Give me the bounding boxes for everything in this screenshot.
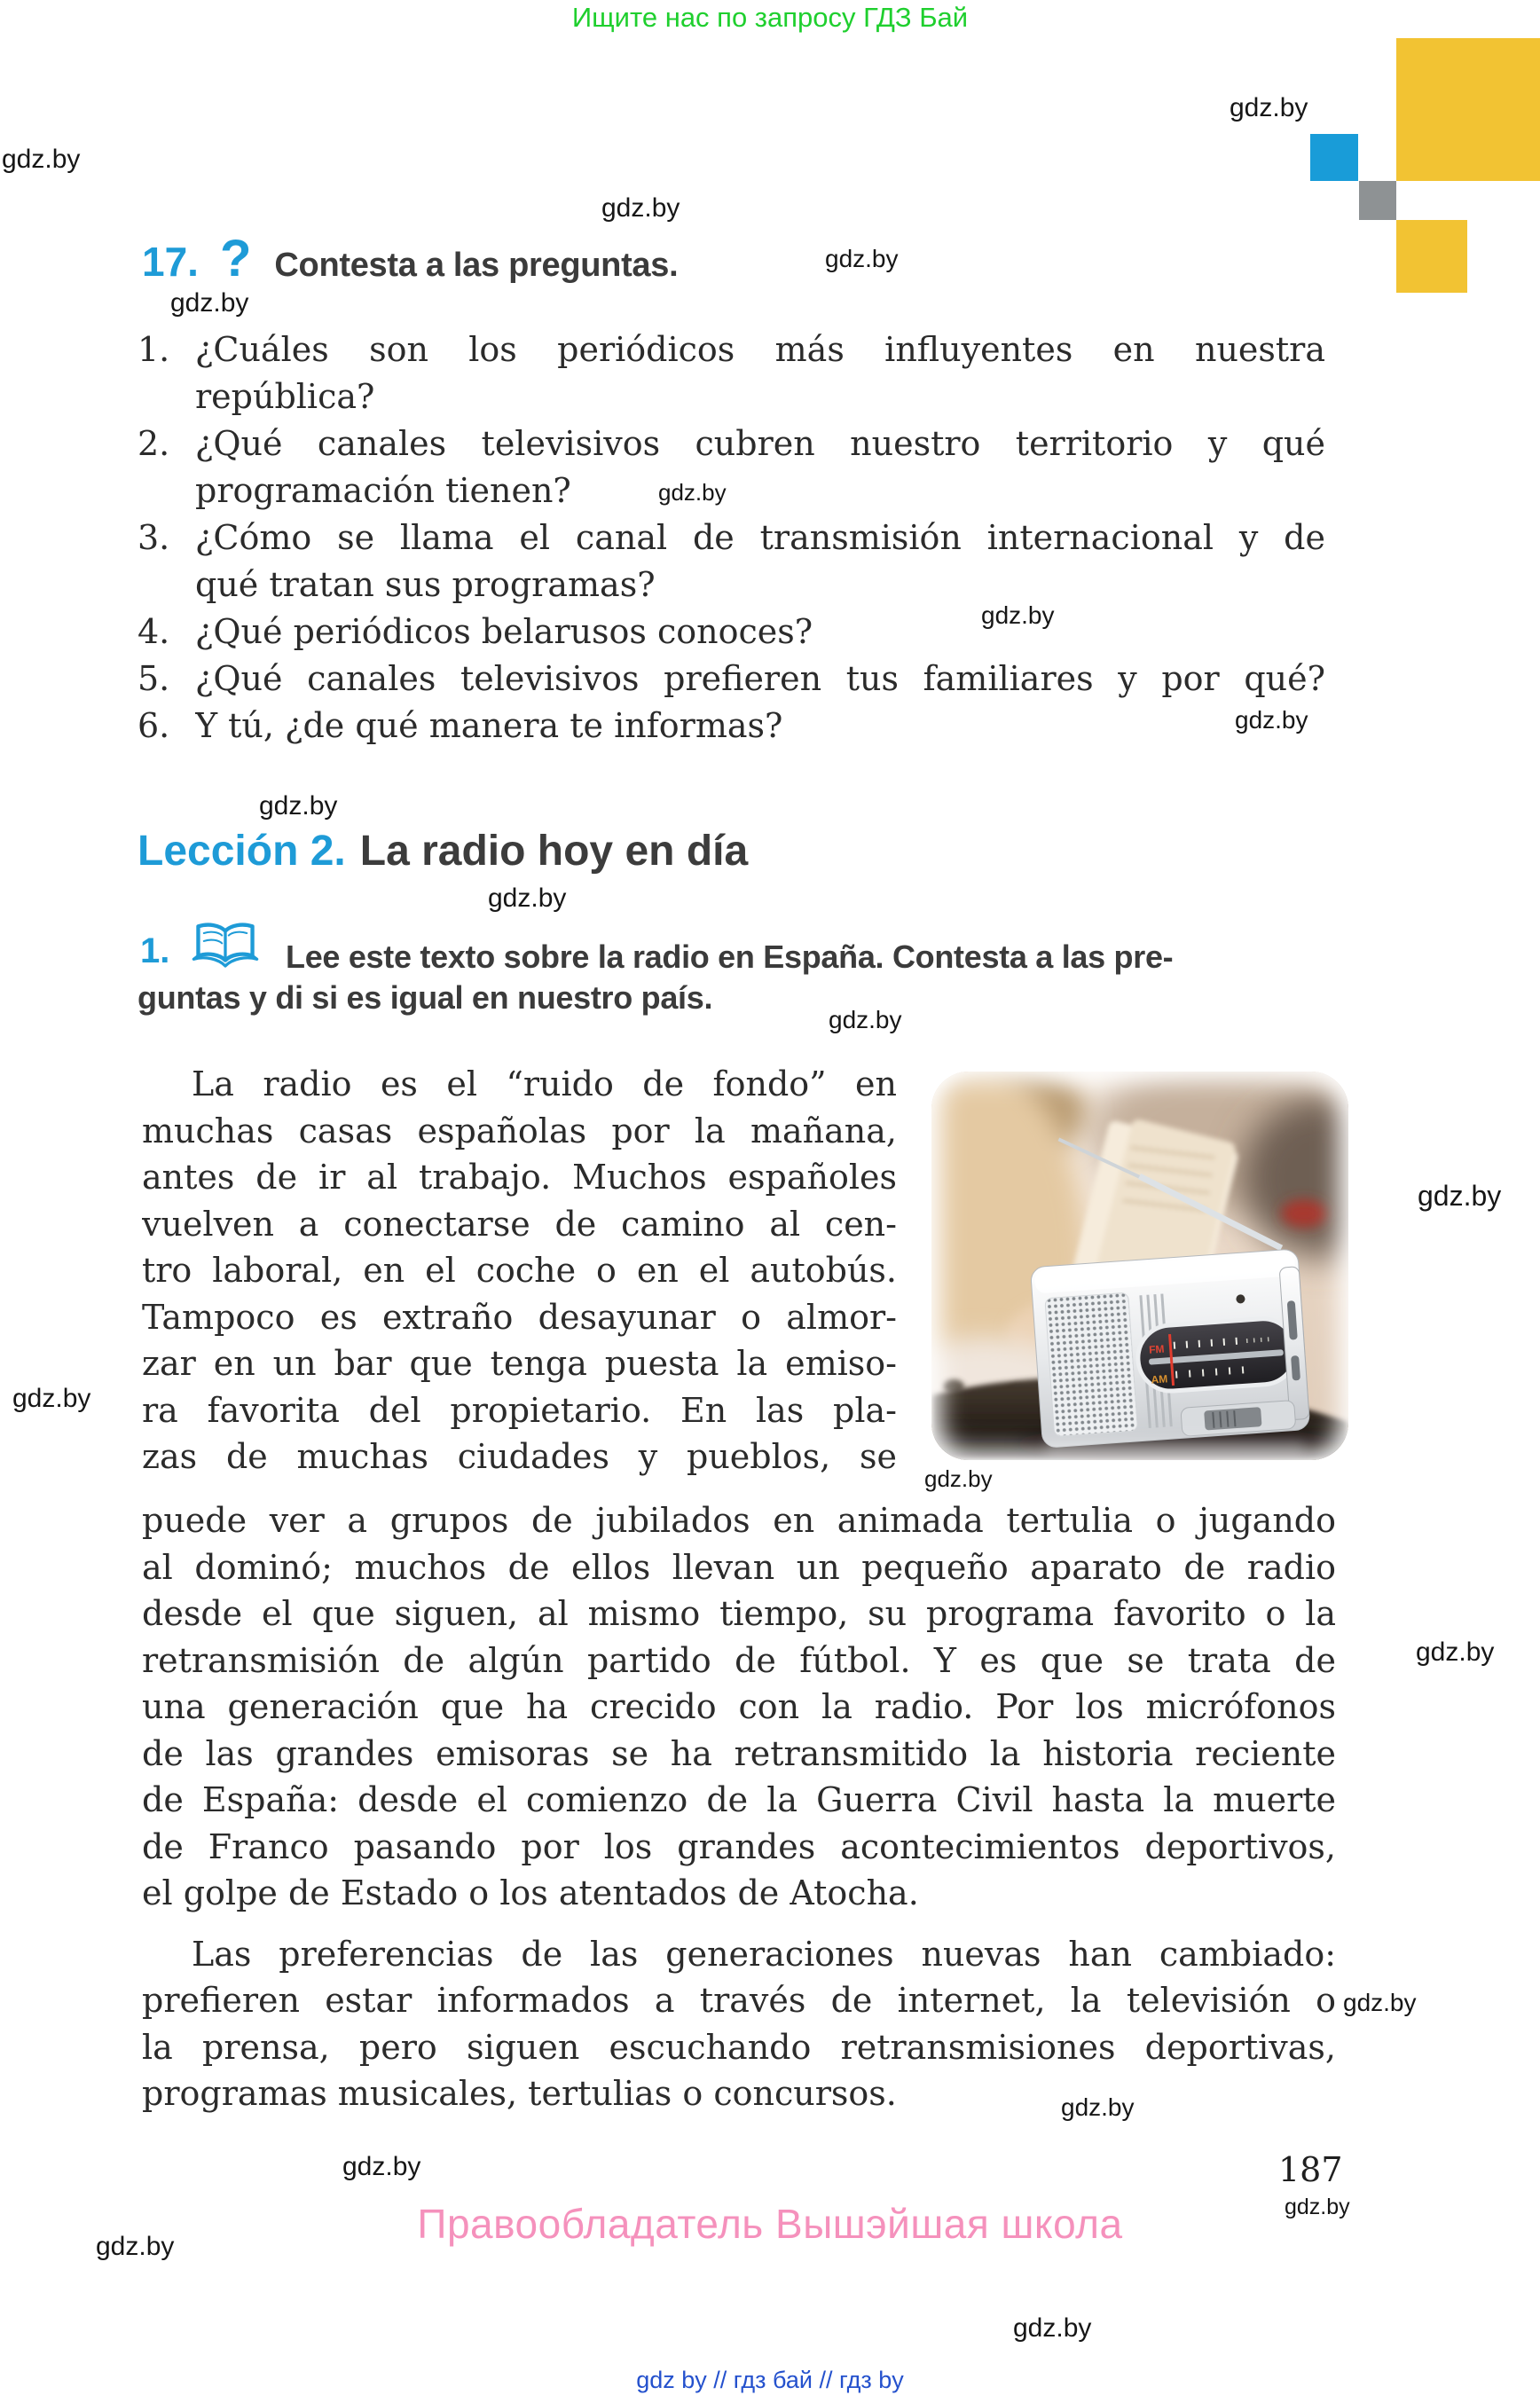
question-line: ¿Cómo se llama el canal de transmisión internacional y de [195,518,1325,557]
text-line: puede ver a grupos de jubilados en animada tertulia o jugando [142,1501,1336,1540]
text-line: La radio es el “ruido de fondo” en [192,1064,897,1103]
yellow-square-small [1396,220,1467,293]
text-line: zar en un bar que tenga puesta la emiso- [142,1344,897,1383]
question-mark-icon: ? [219,230,252,287]
page-number: 187 [1278,2150,1343,2189]
text-line: al dominó; muchos de ellos llevan un pequeño aparato de radio [142,1547,1336,1587]
question-line: república? [195,377,375,416]
gdz-watermark: gdz.by [1343,1989,1417,2016]
text-line: muchas casas españolas por la mañana, [142,1111,897,1150]
text-line: programas musicales, tertulias o concursos. [142,2074,897,2113]
question-item [138,326,1325,420]
question-list [138,326,1325,750]
gdz-watermark: gdz.by [342,2152,421,2181]
gdz-watermark: gdz.by [1230,93,1308,122]
question-number: 1. [138,330,170,369]
text-line: Tampoco es extraño desayunar o almor- [142,1297,897,1337]
dial-am-label: AM [1151,1372,1168,1386]
photo-radio-listener [931,1072,1348,1460]
text-line: el golpe de Estado o los atentados de Atocha. [142,1873,919,1912]
bottom-links: gdz by // гдз бай // гдз by [636,2367,904,2393]
reading-paragraph-2 [142,1931,1336,2117]
question-line: ¿Qué canales televisivos prefieren tus familiares y por qué? [195,659,1325,698]
question-item [138,609,1325,656]
top-banner: Ищите нас по запросу ГДЗ Бай [571,2,969,33]
copyright-line: Правообладатель Вышэйшая школа [417,2201,1123,2247]
text-line: zas de muchas ciudades y pueblos, se [142,1437,897,1476]
question-line: ¿Qué periódicos belarusos conoces? [195,612,813,651]
exercise-17-number: 17. [142,239,199,285]
blue-square [1310,134,1358,181]
gdz-watermark: gdz.by [658,479,727,506]
gdz-watermark: gdz.by [1235,706,1308,734]
question-item [138,420,1325,514]
gray-square [1359,181,1396,220]
gdz-watermark: gdz.by [924,1465,993,1492]
question-line: ¿Cuáles son los periódicos más influyentes en nuestra [195,330,1325,369]
gdz-watermark: gdz.by [488,883,567,913]
lesson-title: La radio hoy en día [359,828,749,875]
text-line: ra favorita del propietario. En las pla- [142,1390,897,1430]
text-line: retransmisión de algún partido de fútbol. Y es que se trata de [142,1640,1336,1680]
gdz-watermark: gdz.by [829,1006,902,1033]
reading-column [142,1061,897,1480]
exercise-1-instruction-line1: Lee este texto sobre la radio en España. Contesta a las pre- [286,938,1174,975]
gdz-watermark: gdz.by [1013,2313,1092,2343]
lesson-heading [138,827,748,876]
reading-text [142,1061,1336,2117]
gdz-watermark: gdz.by [1416,1637,1495,1667]
question-line: ¿Qué canales televisivos cubren nuestro territorio y qué [195,424,1325,463]
text-line: de España: desde el comienzo de la Guerra Civil hasta la muerte [142,1780,1336,1819]
dial-fm-label: FM [1148,1342,1165,1356]
text-line: prefieren estar informados a través de internet, la televisión o [142,1981,1336,2020]
question-number: 5. [138,659,170,698]
exercise-17-header [142,229,678,288]
yellow-square-large [1396,38,1540,181]
text-line: antes de ir al trabajo. Muchos españoles [142,1158,897,1197]
gdz-watermark: gdz.by [1061,2093,1135,2121]
question-line: programación tienen? [195,471,571,510]
lesson-label: Lección 2. [138,828,346,875]
gdz-watermark: gdz.by [1418,1180,1502,1212]
exercise-1-number: 1. [140,931,170,970]
question-number: 3. [138,518,170,557]
gdz-watermark: gdz.by [601,193,680,223]
text-line: de las grandes emisoras se ha retransmitido la historia reciente [142,1733,1336,1773]
text-line: Las preferencias de las generaciones nuevas han cambiado: [192,1934,1336,1974]
gdz-watermark: gdz.by [981,601,1055,629]
question-item [138,703,1325,750]
question-number: 2. [138,424,170,463]
open-book-icon [189,921,262,970]
gdz-watermark: gdz.by [259,791,338,821]
question-line: Y tú, ¿de qué manera te informas? [195,706,783,745]
question-number: 6. [138,706,170,745]
text-line: desde el que siguen, al mismo tiempo, su programa favorito o la [142,1594,1336,1633]
question-item [138,656,1325,703]
gdz-watermark: gdz.by [2,145,81,174]
gdz-watermark: gdz.by [96,2232,175,2261]
reading-full-width [142,1497,1336,1917]
text-line: tro laboral, en el coche o en el autobús. [142,1251,897,1290]
gdz-watermark: gdz.by [12,1384,91,1413]
exercise-17-title: Contesta a las preguntas. [274,247,679,284]
question-item [138,514,1325,609]
gdz-watermark: gdz.by [1285,2195,1350,2219]
gdz-watermark: gdz.by [825,245,899,272]
question-line: qué tratan sus programas? [195,565,656,604]
gdz-watermark: gdz.by [170,288,249,318]
question-number: 4. [138,612,170,651]
text-line: la prensa, pero siguen escuchando retransmisiones deportivas, [142,2027,1336,2067]
exercise-1-instruction-line2: guntas y di si es igual en nuestro país. [138,979,713,1016]
text-line: vuelven a conectarse de camino al cen- [142,1204,897,1244]
text-line: una generación que ha crecido con la radio. Por los micrófonos [142,1687,1336,1726]
text-line: de Franco pasando por los grandes acontecimientos deportivos, [142,1826,1336,1866]
